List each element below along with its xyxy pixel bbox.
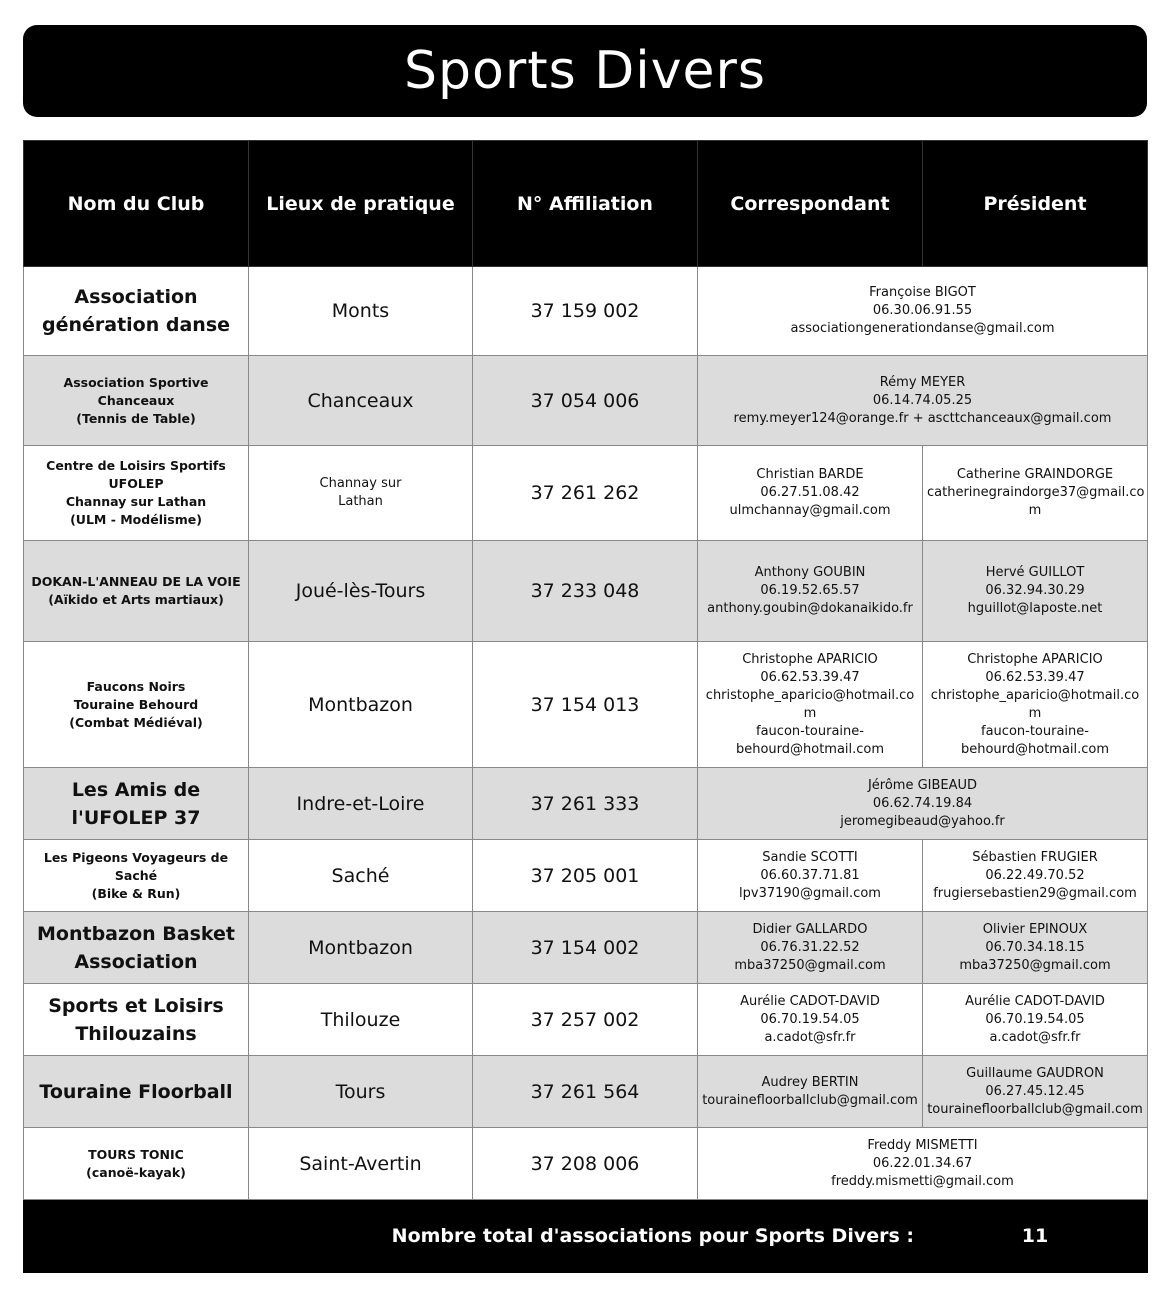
practice-place-line: Chanceaux	[307, 389, 414, 412]
table-row	[24, 1128, 1148, 1200]
table-row	[24, 912, 1148, 984]
correspondant	[698, 984, 923, 1056]
affiliation-number: 37 261 262	[473, 446, 698, 541]
president-line: hguillot@laposte.net	[967, 601, 1103, 616]
shared-contact	[698, 356, 1148, 446]
president	[923, 984, 1148, 1056]
table-row	[24, 541, 1148, 642]
affiliation-number: 37 159 002	[473, 267, 698, 356]
club-name	[24, 768, 249, 840]
club-name	[24, 642, 249, 768]
practice-place	[249, 840, 473, 912]
correspondant-line: 06.60.37.71.81	[760, 867, 860, 883]
club-name-line: (Aïkido et Arts martiaux)	[48, 592, 224, 607]
correspondant	[698, 840, 923, 912]
club-name	[24, 984, 249, 1056]
president	[923, 840, 1148, 912]
club-name	[24, 1056, 249, 1128]
president	[923, 446, 1148, 541]
practice-place-line: Indre-et-Loire	[296, 792, 425, 815]
correspondant-line: lpv37190@gmail.com	[739, 885, 881, 901]
president-line: Olivier EPINOUX	[982, 921, 1088, 937]
correspondant-line: Aurélie CADOT-DAVID	[740, 993, 880, 1009]
correspondant-line: christophe_aparicio@hotmail.co	[705, 687, 915, 703]
practice-place-line: Montbazon	[308, 936, 413, 959]
club-name	[24, 1128, 249, 1200]
shared-contact-line: 06.22.01.34.67	[872, 1155, 973, 1171]
club-name-line: Chanceaux	[97, 392, 175, 408]
correspondant-line: anthony.goubin@dokanaikido.fr	[707, 601, 913, 616]
president-line: Catherine GRAINDORGE	[956, 467, 1114, 482]
practice-place-line: Saché	[331, 864, 390, 887]
table-row	[24, 1056, 1148, 1128]
club-name-line: Les Pigeons Voyageurs de	[43, 849, 229, 865]
club-name-line: Saché	[114, 867, 158, 883]
club-name-line: Association	[74, 286, 198, 308]
president-line: a.cadot@sfr.fr	[989, 1029, 1081, 1045]
header-president: Président	[923, 141, 1148, 267]
practice-place-line: Lathan	[338, 494, 383, 509]
club-name-line: TOURS TONIC	[88, 1146, 184, 1162]
correspondant	[698, 912, 923, 984]
shared-contact-line: Jérôme GIBEAUD	[867, 777, 978, 793]
president-line: catherinegraindorge37@gmail.co	[927, 485, 1145, 500]
president-line: Aurélie CADOT-DAVID	[965, 993, 1105, 1009]
table-row	[24, 642, 1148, 768]
club-name-line: (Bike & Run)	[91, 885, 181, 901]
president	[923, 642, 1148, 768]
correspondant-line: Christophe APARICIO	[742, 651, 878, 667]
president-line: christophe_aparicio@hotmail.co	[930, 687, 1140, 703]
affiliation-number: 37 205 001	[473, 840, 698, 912]
correspondant-line: 06.76.31.22.52	[760, 939, 860, 955]
president-line: 06.22.49.70.52	[985, 867, 1085, 883]
table-row	[24, 356, 1148, 446]
correspondant-line: 06.27.51.08.42	[760, 485, 860, 500]
affiliation-number: 37 208 006	[473, 1128, 698, 1200]
president-line: 06.70.34.18.15	[985, 939, 1085, 955]
shared-contact-line: associationgenerationdanse@gmail.com	[790, 321, 1055, 336]
affiliation-number: 37 233 048	[473, 541, 698, 642]
club-name-line: UFOLEP	[108, 476, 164, 491]
correspondant-line: Audrey BERTIN	[761, 1074, 859, 1090]
page-title: Sports Divers	[23, 25, 1147, 117]
shared-contact-line: 06.62.74.19.84	[872, 795, 973, 811]
total-row	[24, 1200, 1148, 1273]
total-label: Nombre total d'associations pour Sports Divers :	[24, 1200, 923, 1273]
correspondant-line: Christian BARDE	[756, 467, 864, 482]
correspondant-line: mba37250@gmail.com	[734, 957, 886, 973]
affiliation-number: 37 054 006	[473, 356, 698, 446]
club-name-line: Faucons Noirs	[86, 678, 186, 694]
president-line: 06.32.94.30.29	[985, 583, 1085, 598]
club-name-line: Les Amis de	[71, 778, 201, 801]
correspondant	[698, 642, 923, 768]
practice-place-line: Channay sur	[319, 476, 402, 491]
club-name-line: (Tennis de Table)	[76, 410, 196, 426]
president-line: 06.27.45.12.45	[985, 1083, 1085, 1099]
practice-place	[249, 912, 473, 984]
table-row	[24, 768, 1148, 840]
affiliation-number: 37 257 002	[473, 984, 698, 1056]
president-line: Sébastien FRUGIER	[972, 849, 1098, 865]
shared-contact	[698, 1128, 1148, 1200]
president	[923, 1056, 1148, 1128]
club-name-line: Touraine Behourd	[73, 696, 199, 712]
club-name-line: Association Sportive	[63, 374, 209, 390]
table-row	[24, 840, 1148, 912]
header-affiliation: N° Affiliation	[473, 141, 698, 267]
correspondant-line: Sandie SCOTTI	[762, 849, 858, 865]
affiliation-number: 37 154 002	[473, 912, 698, 984]
president-line: 06.70.19.54.05	[985, 1011, 1085, 1027]
correspondant-line: 06.62.53.39.47	[760, 669, 860, 685]
table-row	[24, 446, 1148, 541]
club-name-line: génération danse	[41, 314, 231, 336]
club-name	[24, 840, 249, 912]
shared-contact	[698, 267, 1148, 356]
club-name-line: (ULM - Modélisme)	[70, 512, 202, 527]
practice-place-line: Thilouze	[320, 1008, 401, 1031]
president-line: Guillaume GAUDRON	[966, 1065, 1104, 1081]
shared-contact	[698, 768, 1148, 840]
correspondant	[698, 541, 923, 642]
shared-contact-line: Freddy MISMETTI	[867, 1137, 978, 1153]
president-line: m	[1028, 503, 1042, 518]
correspondant-line: a.cadot@sfr.fr	[764, 1029, 856, 1045]
president-line: behourd@hotmail.com	[960, 741, 1110, 757]
club-name-line: Channay sur Lathan	[65, 494, 207, 509]
president	[923, 541, 1148, 642]
club-name	[24, 356, 249, 446]
president-line: faucon-touraine-	[981, 723, 1089, 739]
correspondant-line: faucon-touraine-	[756, 723, 864, 739]
shared-contact-line: Françoise BIGOT	[869, 285, 976, 300]
practice-place	[249, 356, 473, 446]
affiliation-number: 37 154 013	[473, 642, 698, 768]
club-name	[24, 446, 249, 541]
practice-place-line: Montbazon	[308, 693, 413, 716]
correspondant-line: 06.70.19.54.05	[760, 1011, 860, 1027]
president-line: frugiersebastien29@gmail.com	[933, 885, 1137, 901]
president-line: Christophe APARICIO	[967, 651, 1103, 667]
practice-place	[249, 267, 473, 356]
table-row	[24, 267, 1148, 356]
shared-contact-line: remy.meyer124@orange.fr + ascttchanceaux@gmail.com	[733, 410, 1112, 426]
practice-place	[249, 1128, 473, 1200]
club-name-line: (canoë-kayak)	[86, 1164, 186, 1180]
club-name	[24, 912, 249, 984]
shared-contact-line: freddy.mismetti@gmail.com	[831, 1173, 1014, 1189]
correspondant-line: Anthony GOUBIN	[754, 565, 866, 580]
club-name-line: Sports et Loisirs	[48, 994, 224, 1017]
practice-place-line: Monts	[331, 300, 390, 322]
correspondant-line: Didier GALLARDO	[752, 921, 868, 937]
affiliation-number: 37 261 564	[473, 1056, 698, 1128]
club-name-line: Montbazon Basket	[37, 922, 235, 945]
shared-contact-line: 06.14.74.05.25	[872, 392, 973, 408]
practice-place	[249, 984, 473, 1056]
correspondant-line: tourainefloorballclub@gmail.com	[702, 1092, 918, 1108]
club-name-line: l'UFOLEP 37	[71, 806, 201, 829]
president	[923, 912, 1148, 984]
correspondant-line: behourd@hotmail.com	[735, 741, 885, 757]
correspondant-line: 06.19.52.65.57	[760, 583, 860, 598]
shared-contact-line: jeromegibeaud@yahoo.fr	[840, 813, 1005, 829]
club-name	[24, 267, 249, 356]
club-name-line: DOKAN-L'ANNEAU DE LA VOIE	[31, 574, 241, 589]
total-count: 11	[923, 1200, 1148, 1273]
club-name-line: Centre de Loisirs Sportifs	[46, 458, 226, 473]
practice-place-line: Joué-lès-Tours	[295, 580, 426, 602]
table-row	[24, 984, 1148, 1056]
president-line: 06.62.53.39.47	[985, 669, 1085, 685]
correspondant-line: m	[803, 705, 817, 721]
correspondant-line: ulmchannay@gmail.com	[729, 503, 891, 518]
club-name-line: (Combat Médiéval)	[69, 714, 203, 730]
practice-place-line: Tours	[335, 1080, 386, 1103]
practice-place	[249, 446, 473, 541]
president-line: m	[1028, 705, 1042, 721]
shared-contact-line: Rémy MEYER	[879, 374, 966, 390]
correspondant	[698, 1056, 923, 1128]
header-correspondant: Correspondant	[698, 141, 923, 267]
practice-place	[249, 541, 473, 642]
club-name-line: Thilouzains	[75, 1022, 197, 1045]
president-line: Hervé GUILLOT	[985, 565, 1085, 580]
header-club: Nom du Club	[24, 141, 249, 267]
club-name-line: Association	[74, 950, 198, 973]
clubs-table	[23, 140, 1148, 1273]
practice-place	[249, 1056, 473, 1128]
affiliation-number: 37 261 333	[473, 768, 698, 840]
club-name-line: Touraine Floorball	[39, 1080, 233, 1103]
practice-place-line: Saint-Avertin	[299, 1152, 422, 1175]
correspondant	[698, 446, 923, 541]
president-line: tourainefloorballclub@gmail.com	[927, 1101, 1143, 1117]
table-header	[24, 141, 1148, 267]
president-line: mba37250@gmail.com	[959, 957, 1111, 973]
practice-place	[249, 768, 473, 840]
header-place: Lieux de pratique	[249, 141, 473, 267]
club-name	[24, 541, 249, 642]
shared-contact-line: 06.30.06.91.55	[872, 303, 973, 318]
practice-place	[249, 642, 473, 768]
